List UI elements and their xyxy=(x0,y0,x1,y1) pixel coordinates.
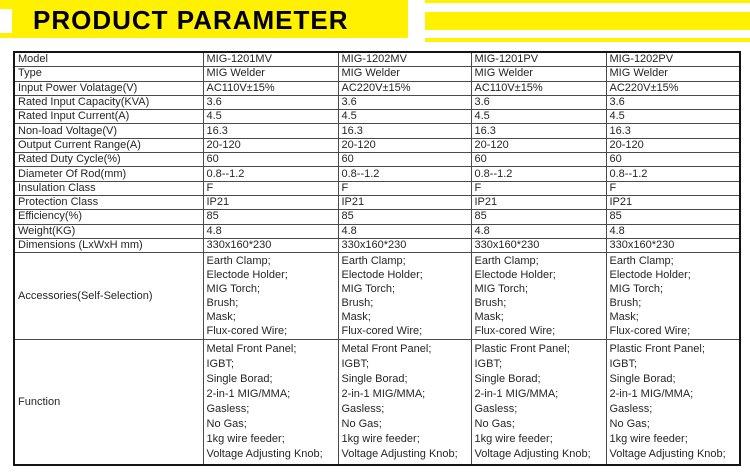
row-label-rated-duty-cycle: Rated Duty Cycle(%) xyxy=(14,153,203,167)
cell-insulation-class-col1: F xyxy=(203,181,338,195)
row-label-protection-class: Protection Class xyxy=(14,195,203,209)
cell-weight-col3: 4.8 xyxy=(471,224,606,238)
table-row-rated-duty-cycle xyxy=(14,153,740,167)
cell-diameter-of-rod-col2: 0.8--1.2 xyxy=(338,167,471,181)
table-row-diameter-of-rod xyxy=(14,167,740,181)
cell-protection-class-col4: IP21 xyxy=(606,195,740,209)
row-label-type: Type xyxy=(14,67,203,81)
cell-input-power-voltage-col2: AC220V±15% xyxy=(338,81,471,95)
cell-accessories-col2: Earth Clamp; Electode Holder; MIG Torch; Brush; Mask; Flux-cored Wire; xyxy=(338,253,471,340)
row-label-rated-input-capacity: Rated Input Capacity(KVA) xyxy=(14,95,203,109)
row-label-weight: Weight(KG) xyxy=(14,224,203,238)
decor-stripe-top xyxy=(425,0,750,3)
cell-protection-class-col2: IP21 xyxy=(338,195,471,209)
cell-accessories-col4: Earth Clamp; Electode Holder; MIG Torch; Brush; Mask; Flux-cored Wire; xyxy=(606,253,740,340)
cell-function-col3: Plastic Front Panel; IGBT; Single Borad; 2-in-1 MIG/MMA; Gasless; No Gas; 1kg wire feeder; Voltage Adjusting Knob; xyxy=(471,340,606,466)
cell-function-col4: Plastic Front Panel; IGBT; Single Borad; 2-in-1 MIG/MMA; Gasless; No Gas; 1kg wire feeder; Voltage Adjusting Knob; xyxy=(606,340,740,466)
row-label-input-power-voltage: Input Power Volatage(V) xyxy=(14,81,203,95)
cell-function-col2: Metal Front Panel; IGBT; Single Borad; 2-in-1 MIG/MMA; Gasless; No Gas; 1kg wire feeder; Voltage Adjusting Knob; xyxy=(338,340,471,466)
cell-type-col2: MIG Welder xyxy=(338,67,471,81)
table-row-insulation-class xyxy=(14,181,740,195)
cell-insulation-class-col3: F xyxy=(471,181,606,195)
cell-input-power-voltage-col4: AC220V±15% xyxy=(606,81,740,95)
cell-rated-duty-cycle-col3: 60 xyxy=(471,153,606,167)
cell-rated-duty-cycle-col4: 60 xyxy=(606,153,740,167)
cell-non-load-voltage-col3: 16.3 xyxy=(471,124,606,138)
cell-weight-col2: 4.8 xyxy=(338,224,471,238)
cell-non-load-voltage-col1: 16.3 xyxy=(203,124,338,138)
cell-model-col1: MIG-1201MV xyxy=(203,52,338,67)
cell-rated-input-capacity-col1: 3.6 xyxy=(203,95,338,109)
cell-efficiency-col3: 85 xyxy=(471,210,606,224)
cell-rated-input-capacity-col4: 3.6 xyxy=(606,95,740,109)
cell-rated-input-capacity-col2: 3.6 xyxy=(338,95,471,109)
row-label-insulation-class: Insulation Class xyxy=(14,181,203,195)
row-label-diameter-of-rod: Diameter Of Rod(mm) xyxy=(14,167,203,181)
row-label-dimensions: Dimensions (LxWxH mm) xyxy=(14,238,203,252)
table-row-protection-class xyxy=(14,195,740,209)
cell-model-col3: MIG-1201PV xyxy=(471,52,606,67)
cell-rated-duty-cycle-col1: 60 xyxy=(203,153,338,167)
row-label-output-current-range: Output Current Range(A) xyxy=(14,138,203,152)
decor-stripe-middle xyxy=(425,12,750,30)
cell-model-col2: MIG-1202MV xyxy=(338,52,471,67)
table-row-model xyxy=(14,52,740,67)
cell-function-col1: Metal Front Panel; IGBT; Single Borad; 2-in-1 MIG/MMA; Gasless; No Gas; 1kg wire feeder; Voltage Adjusting Knob; xyxy=(203,340,338,466)
table-row-rated-input-current xyxy=(14,110,740,124)
product-parameter-table xyxy=(13,51,741,466)
table-row-output-current-range xyxy=(14,138,740,152)
cell-dimensions-col1: 330x160*230 xyxy=(203,238,338,252)
cell-protection-class-col3: IP21 xyxy=(471,195,606,209)
table-row-dimensions xyxy=(14,238,740,252)
table-row-rated-input-capacity xyxy=(14,95,740,109)
row-label-efficiency: Efficiency(%) xyxy=(14,210,203,224)
cell-model-col4: MIG-1202PV xyxy=(606,52,740,67)
cell-output-current-range-col3: 20-120 xyxy=(471,138,606,152)
row-label-function: Function xyxy=(14,340,203,466)
cell-diameter-of-rod-col1: 0.8--1.2 xyxy=(203,167,338,181)
cell-efficiency-col2: 85 xyxy=(338,210,471,224)
page-title: PRODUCT PARAMETER xyxy=(33,5,349,35)
cell-non-load-voltage-col4: 16.3 xyxy=(606,124,740,138)
cell-accessories-col3: Earth Clamp; Electode Holder; MIG Torch; Brush; Mask; Flux-cored Wire; xyxy=(471,253,606,340)
cell-type-col1: MIG Welder xyxy=(203,67,338,81)
table-row-efficiency xyxy=(14,210,740,224)
table-row-accessories xyxy=(14,253,740,340)
row-label-rated-input-current: Rated Input Current(A) xyxy=(14,110,203,124)
cell-dimensions-col3: 330x160*230 xyxy=(471,238,606,252)
row-label-non-load-voltage: Non-load Voltage(V) xyxy=(14,124,203,138)
cell-diameter-of-rod-col4: 0.8--1.2 xyxy=(606,167,740,181)
banner-left-notch xyxy=(0,9,12,33)
cell-weight-col1: 4.8 xyxy=(203,224,338,238)
cell-rated-input-capacity-col3: 3.6 xyxy=(471,95,606,109)
decor-stripe-bottom xyxy=(425,38,750,42)
cell-insulation-class-col2: F xyxy=(338,181,471,195)
cell-dimensions-col4: 330x160*230 xyxy=(606,238,740,252)
cell-rated-input-current-col4: 4.5 xyxy=(606,110,740,124)
table-row-weight xyxy=(14,224,740,238)
cell-insulation-class-col4: F xyxy=(606,181,740,195)
cell-rated-input-current-col1: 4.5 xyxy=(203,110,338,124)
cell-output-current-range-col2: 20-120 xyxy=(338,138,471,152)
cell-efficiency-col1: 85 xyxy=(203,210,338,224)
table-row-type xyxy=(14,67,740,81)
cell-rated-duty-cycle-col2: 60 xyxy=(338,153,471,167)
cell-output-current-range-col1: 20-120 xyxy=(203,138,338,152)
cell-rated-input-current-col3: 4.5 xyxy=(471,110,606,124)
cell-type-col4: MIG Welder xyxy=(606,67,740,81)
cell-input-power-voltage-col3: AC110V±15% xyxy=(471,81,606,95)
cell-input-power-voltage-col1: AC110V±15% xyxy=(203,81,338,95)
table-row-input-power-voltage xyxy=(14,81,740,95)
row-label-model: Model xyxy=(14,52,203,67)
cell-protection-class-col1: IP21 xyxy=(203,195,338,209)
cell-accessories-col1: Earth Clamp; Electode Holder; MIG Torch; Brush; Mask; Flux-cored Wire; xyxy=(203,253,338,340)
cell-weight-col4: 4.8 xyxy=(606,224,740,238)
cell-output-current-range-col4: 20-120 xyxy=(606,138,740,152)
table-row-non-load-voltage xyxy=(14,124,740,138)
cell-dimensions-col2: 330x160*230 xyxy=(338,238,471,252)
cell-type-col3: MIG Welder xyxy=(471,67,606,81)
cell-rated-input-current-col2: 4.5 xyxy=(338,110,471,124)
row-label-accessories: Accessories(Self-Selection) xyxy=(14,253,203,340)
cell-efficiency-col4: 85 xyxy=(606,210,740,224)
cell-non-load-voltage-col2: 16.3 xyxy=(338,124,471,138)
parameter-table-body xyxy=(14,52,740,465)
cell-diameter-of-rod-col3: 0.8--1.2 xyxy=(471,167,606,181)
table-row-function xyxy=(14,340,740,466)
